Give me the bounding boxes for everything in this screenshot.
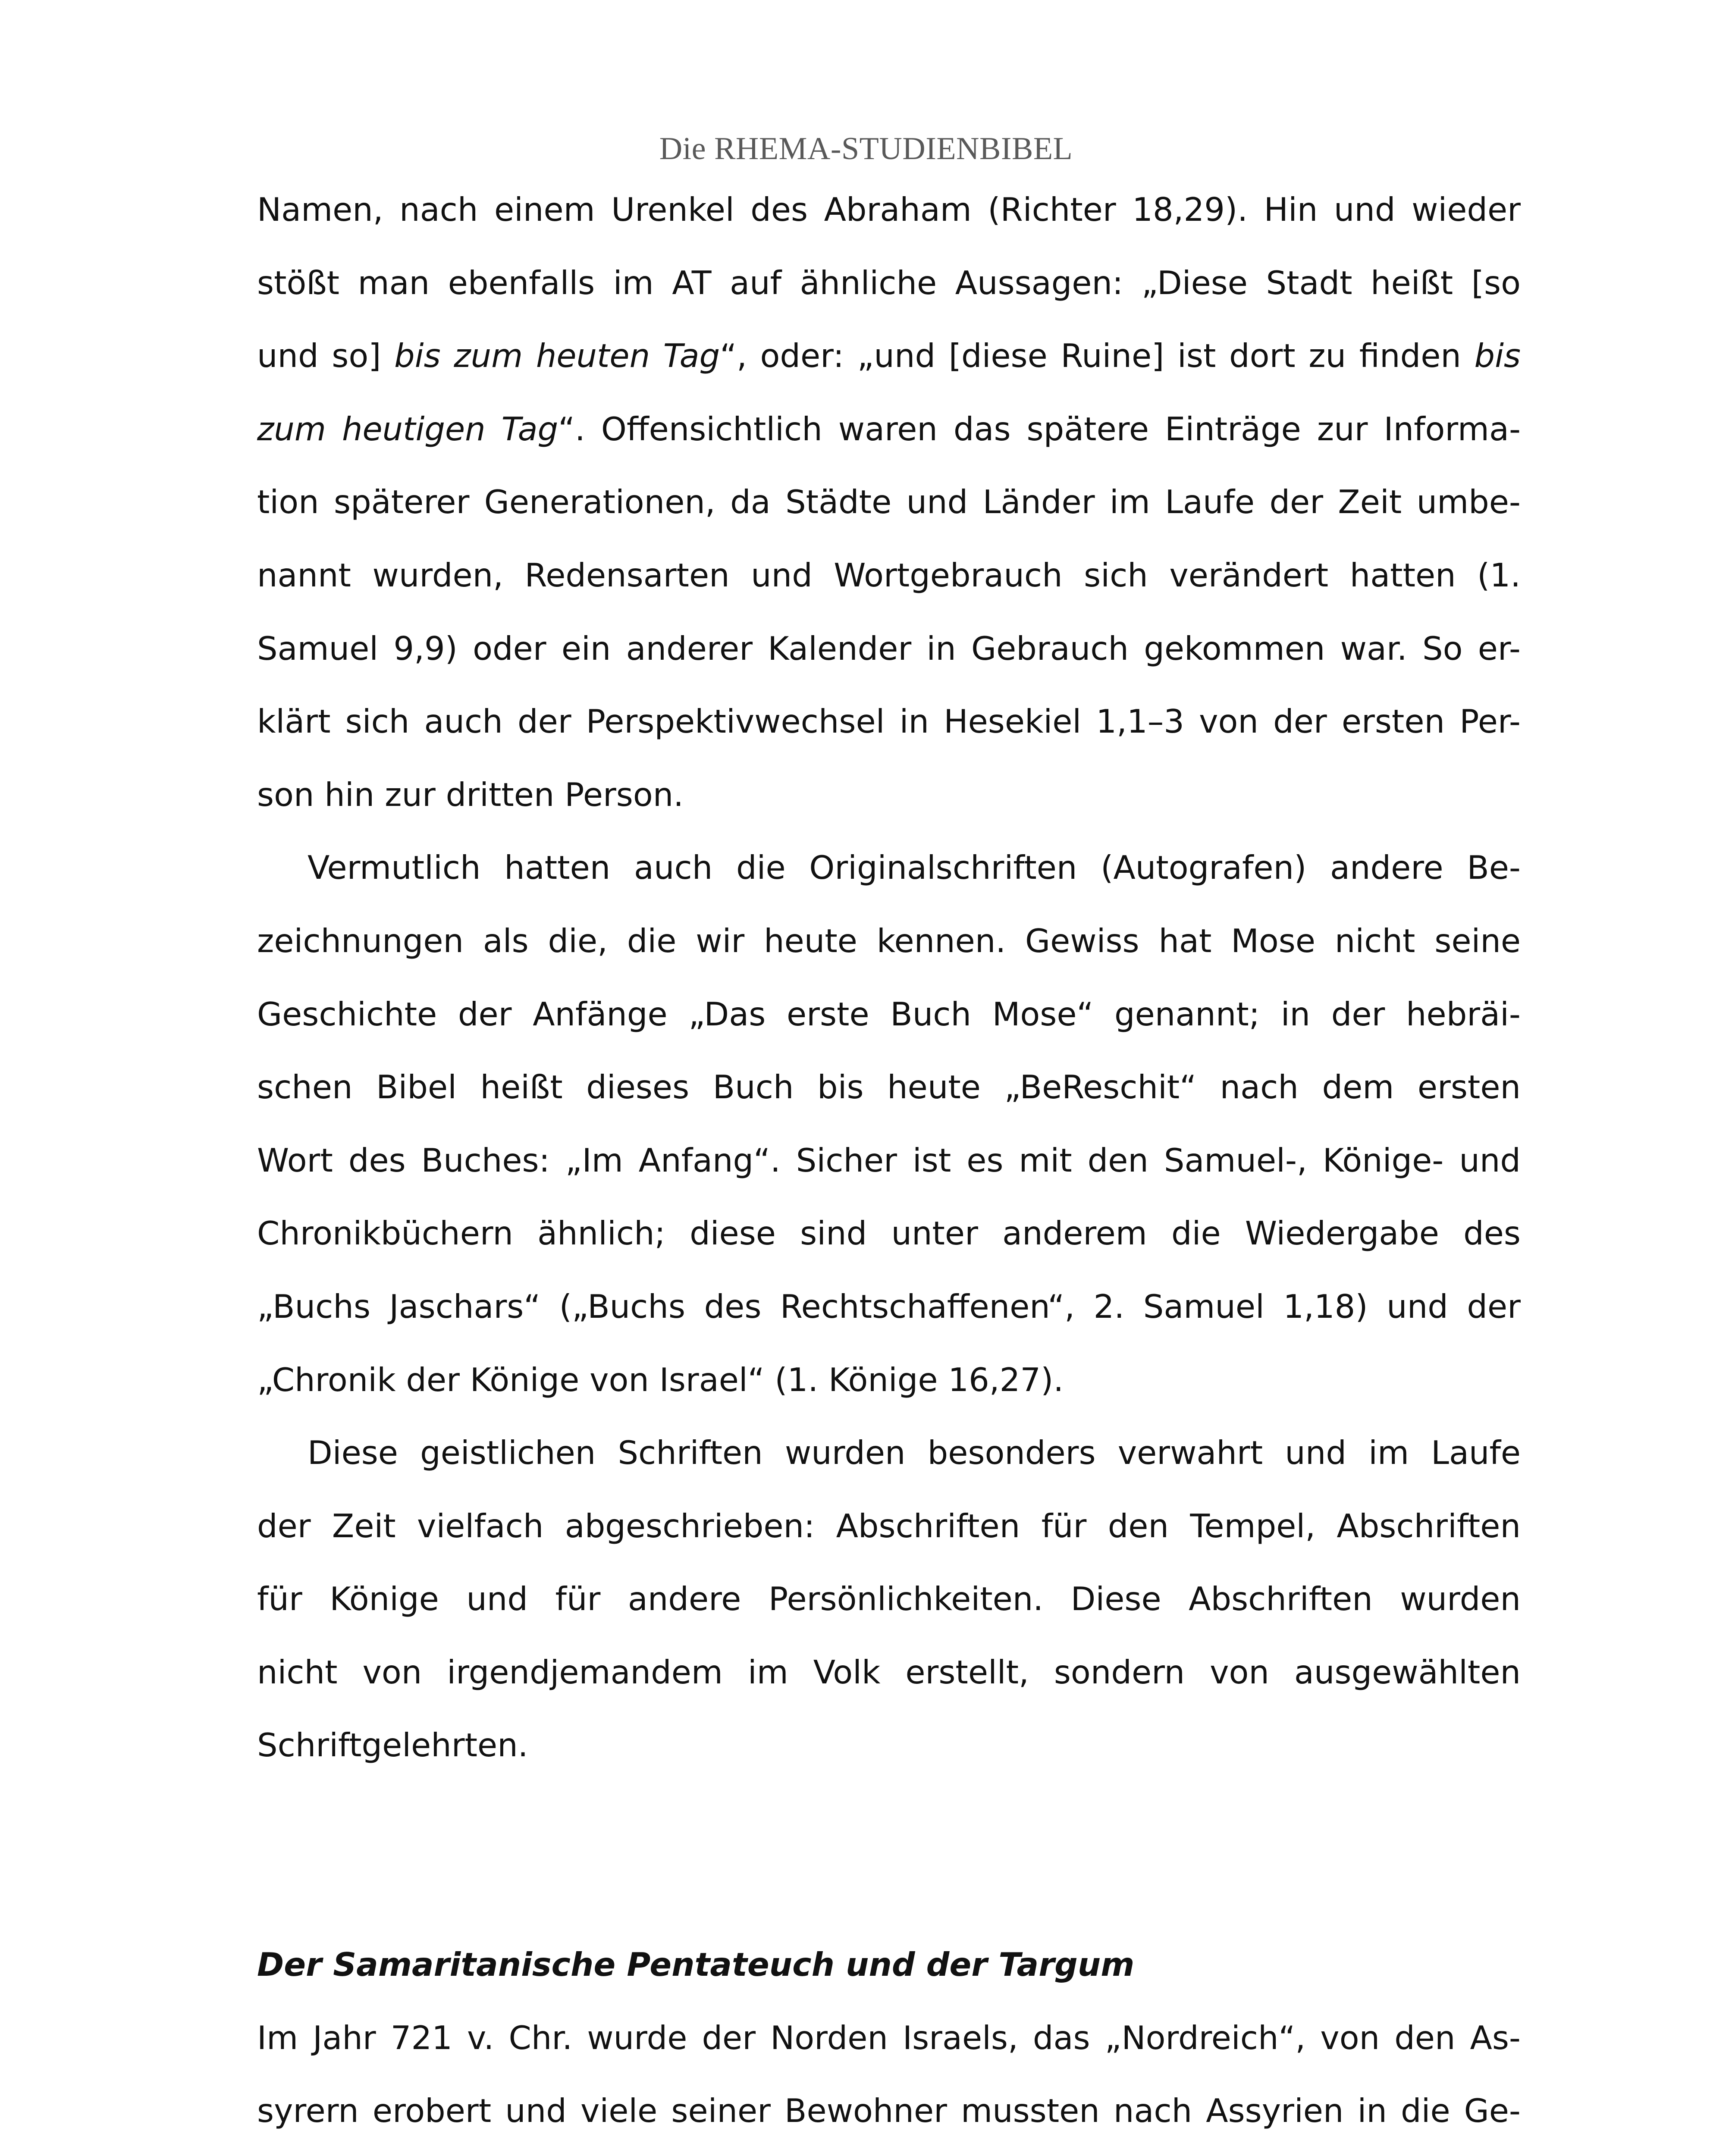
text-line	[257, 831, 1521, 905]
text-line	[257, 2075, 1521, 2148]
text-segment: son hin zur dritten Person.	[257, 775, 684, 814]
text-line	[257, 173, 1521, 247]
text-segment: Chronikbüchern ähnlich; diese sind unter anderem die Wiedergabe des	[257, 1214, 1521, 1253]
text-line	[257, 1124, 1521, 1197]
text-line	[257, 978, 1521, 1051]
text-line	[257, 1270, 1521, 1344]
text-line	[257, 1563, 1521, 1636]
text-line	[257, 612, 1521, 686]
section-heading: Der Samaritanische Pentateuch und der Targum	[257, 1946, 1135, 1984]
text-segment: zeichnungen als die, die wir heute kennen. Gewiss hat Mose nicht seine	[257, 921, 1521, 960]
text-segment: stößt man ebenfalls im AT auf ähnliche Aussagen: „Diese Stadt heißt [so	[257, 263, 1521, 302]
text-segment: Wort des Buches: „Im Anfang“. Sicher ist es mit den Samuel-, Könige- und	[257, 1141, 1521, 1179]
text-line	[257, 466, 1521, 539]
text-segment: nannt wurden, Redensarten und Wortgebrauch sich verändert hatten (1.	[257, 556, 1521, 594]
section-spacer	[257, 1782, 1521, 1928]
paragraph-1	[257, 173, 1521, 831]
section-paragraph	[257, 2002, 1521, 2156]
text-segment: Vermutlich hatten auch die Originalschriften (Autografen) andere Be-	[307, 849, 1521, 887]
text-line	[257, 1490, 1521, 1563]
text-line	[257, 1709, 1521, 1782]
text-line	[257, 393, 1521, 466]
paragraph-2	[257, 831, 1521, 1416]
text-line	[257, 1416, 1521, 1490]
text-segment: Samuel 9,9) oder ein anderer Kalender in Gebrauch gekommen war. So er-	[257, 629, 1521, 667]
text-line	[257, 1051, 1521, 1124]
text-line	[257, 685, 1521, 758]
text-line	[257, 2148, 1521, 2156]
text-line	[257, 758, 1521, 832]
text-segment: „Chronik der Könige von Israel“ (1. Könige 16,27).	[257, 1360, 1064, 1399]
text-segment: für Könige und für andere Persönlichkeiten. Diese Abschriften wurden	[257, 1580, 1521, 1618]
text-segment: Geschichte der Anfänge „Das erste Buch Mose“ genannt; in der hebräi-	[257, 995, 1521, 1033]
italic-text: zum heutigen Tag	[257, 410, 559, 448]
text-line	[257, 1636, 1521, 1709]
italic-text: bis zum heuten Tag	[394, 337, 720, 375]
text-line	[257, 2002, 1521, 2075]
text-line	[257, 905, 1521, 978]
text-segment: syrern erobert und viele seiner Bewohner mussten nach Assyrien in die Ge-	[257, 2092, 1521, 2130]
text-segment: nicht von irgendjemandem im Volk erstellt, sondern von ausgewählten	[257, 1653, 1521, 1691]
text-segment: schen Bibel heißt dieses Buch bis heute „BeReschit“ nach dem ersten	[257, 1068, 1521, 1106]
running-header: Die RHEMA-STUDIENBIBEL	[659, 131, 1073, 166]
text-segment: und so]	[257, 337, 395, 375]
text-segment: Namen, nach einem Urenkel des Abraham (Richter 18,29). Hin und wieder	[257, 191, 1521, 229]
text-line	[257, 539, 1521, 612]
italic-text: bis	[1474, 337, 1521, 375]
paragraph-3	[257, 1416, 1521, 1782]
body-text	[257, 173, 1521, 2156]
text-segment: der Zeit vielfach abgeschrieben: Abschriften für den Tempel, Abschriften	[257, 1507, 1521, 1545]
text-segment: “, oder: „und [diese Ruine] ist dort zu finden	[720, 337, 1475, 375]
text-line	[257, 247, 1521, 320]
text-line	[257, 1344, 1521, 1417]
text-line	[257, 1197, 1521, 1270]
text-segment: Diese geistlichen Schriften wurden besonders verwahrt und im Laufe	[307, 1434, 1521, 1472]
text-segment: tion späterer Generationen, da Städte und Länder im Laufe der Zeit umbe-	[257, 483, 1521, 521]
text-line	[257, 320, 1521, 393]
text-segment: Im Jahr 721 v. Chr. wurde der Norden Israels, das „Nordreich“, von den As-	[257, 2018, 1521, 2057]
text-segment: klärt sich auch der Perspektivwechsel in Hesekiel 1,1–3 von der ersten Per-	[257, 702, 1521, 741]
text-segment: “. Offensichtlich waren das spätere Einträge zur Informa-	[558, 410, 1521, 448]
text-segment: Schriftgelehrten.	[257, 1726, 528, 1764]
text-segment: „Buchs Jaschars“ („Buchs des Rechtschaffenen“, 2. Samuel 1,18) und der	[257, 1287, 1521, 1326]
